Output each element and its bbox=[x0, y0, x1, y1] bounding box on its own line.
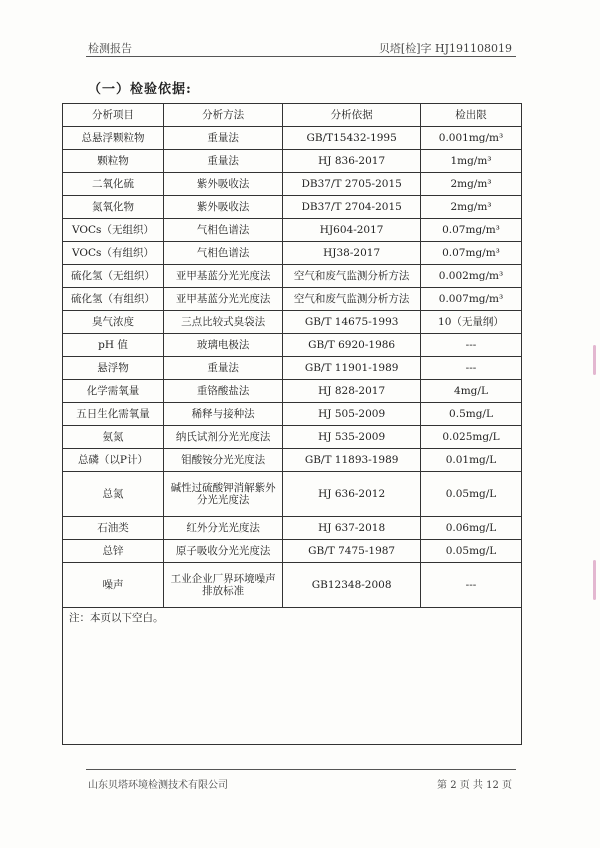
cell-limit: 0.01mg/L bbox=[420, 449, 521, 472]
cell-method: 重量法 bbox=[163, 127, 282, 150]
cell-limit: 2mg/m³ bbox=[420, 196, 521, 219]
cell-item: 五日生化需氧量 bbox=[63, 403, 164, 426]
cell-basis: 空气和废气监测分析方法 bbox=[283, 265, 421, 288]
cell-basis: GB/T 14675-1993 bbox=[283, 311, 421, 334]
cell-basis: HJ 836-2017 bbox=[283, 150, 421, 173]
cell-basis: GB/T 11901-1989 bbox=[283, 357, 421, 380]
table-row bbox=[63, 196, 522, 219]
cell-item: 硫化氢（有组织） bbox=[63, 288, 164, 311]
table-row bbox=[63, 403, 522, 426]
cell-limit: 0.025mg/L bbox=[420, 426, 521, 449]
note-row bbox=[63, 608, 522, 745]
cell-basis: 空气和废气监测分析方法 bbox=[283, 288, 421, 311]
col-header-basis: 分析依据 bbox=[283, 104, 421, 127]
cell-basis: GB/T 11893-1989 bbox=[283, 449, 421, 472]
cell-basis: HJ 636-2012 bbox=[283, 472, 421, 517]
table-row bbox=[63, 173, 522, 196]
cell-limit: 0.05mg/L bbox=[420, 540, 521, 563]
table-note: 注：本页以下空白。 bbox=[63, 608, 522, 745]
footer-company: 山东贝塔环境检测技术有限公司 bbox=[88, 780, 228, 791]
cell-method: 亚甲基蓝分光光度法 bbox=[163, 288, 282, 311]
cell-limit: --- bbox=[420, 357, 521, 380]
cell-item: 颗粒物 bbox=[63, 150, 164, 173]
cell-basis: HJ 505-2009 bbox=[283, 403, 421, 426]
cell-item: 总锌 bbox=[63, 540, 164, 563]
header-report-label: 检测报告 bbox=[88, 42, 132, 55]
cell-method: 红外分光光度法 bbox=[163, 517, 282, 540]
cell-method: 紫外吸收法 bbox=[163, 173, 282, 196]
cell-method: 工业企业厂界环境噪声排放标准 bbox=[163, 563, 282, 608]
cell-method: 气相色谱法 bbox=[163, 242, 282, 265]
table-row bbox=[63, 288, 522, 311]
cell-method: 稀释与接种法 bbox=[163, 403, 282, 426]
cell-limit: 0.007mg/m³ bbox=[420, 288, 521, 311]
cell-item: 石油类 bbox=[63, 517, 164, 540]
cell-method: 原子吸收分光光度法 bbox=[163, 540, 282, 563]
table-row bbox=[63, 472, 522, 517]
col-header-item: 分析项目 bbox=[63, 104, 164, 127]
cell-basis: HJ 535-2009 bbox=[283, 426, 421, 449]
inspection-basis-table bbox=[62, 103, 522, 745]
cell-basis: HJ38-2017 bbox=[283, 242, 421, 265]
table-header-row bbox=[63, 104, 522, 127]
cell-method: 亚甲基蓝分光光度法 bbox=[163, 265, 282, 288]
cell-method: 碱性过硫酸钾消解紫外分光光度法 bbox=[163, 472, 282, 517]
header-report-number: 贝塔[检]字 HJ191108019 bbox=[378, 42, 512, 55]
cell-item: 二氧化硫 bbox=[63, 173, 164, 196]
table-row bbox=[63, 265, 522, 288]
cell-item: VOCs（无组织） bbox=[63, 219, 164, 242]
header-divider bbox=[86, 56, 516, 57]
cell-method: 钼酸铵分光光度法 bbox=[163, 449, 282, 472]
cell-basis: HJ 828-2017 bbox=[283, 380, 421, 403]
cell-item: 悬浮物 bbox=[63, 357, 164, 380]
cell-limit: 4mg/L bbox=[420, 380, 521, 403]
cell-basis: GB/T 7475-1987 bbox=[283, 540, 421, 563]
cell-item: 噪声 bbox=[63, 563, 164, 608]
cell-item: pH 值 bbox=[63, 334, 164, 357]
cell-basis: HJ604-2017 bbox=[283, 219, 421, 242]
footer-page-number: 第 2 页 共 12 页 bbox=[437, 780, 512, 791]
cell-method: 纳氏试剂分光光度法 bbox=[163, 426, 282, 449]
edge-stamp-mark bbox=[593, 345, 596, 375]
table-row bbox=[63, 150, 522, 173]
cell-limit: 1mg/m³ bbox=[420, 150, 521, 173]
cell-method: 重量法 bbox=[163, 150, 282, 173]
cell-limit: 0.001mg/m³ bbox=[420, 127, 521, 150]
cell-basis: DB37/T 2704-2015 bbox=[283, 196, 421, 219]
cell-method: 紫外吸收法 bbox=[163, 196, 282, 219]
cell-item: VOCs（有组织） bbox=[63, 242, 164, 265]
table-row bbox=[63, 449, 522, 472]
table-row bbox=[63, 219, 522, 242]
cell-basis: GB/T 6920-1986 bbox=[283, 334, 421, 357]
table-row bbox=[63, 127, 522, 150]
table-row bbox=[63, 242, 522, 265]
section-title: （一）检验依据: bbox=[88, 82, 192, 97]
cell-method: 气相色谱法 bbox=[163, 219, 282, 242]
cell-limit: 0.07mg/m³ bbox=[420, 242, 521, 265]
col-header-limit: 检出限 bbox=[420, 104, 521, 127]
cell-item: 总氮 bbox=[63, 472, 164, 517]
table-row bbox=[63, 380, 522, 403]
cell-basis: GB/T15432-1995 bbox=[283, 127, 421, 150]
cell-limit: 0.06mg/L bbox=[420, 517, 521, 540]
table-row bbox=[63, 311, 522, 334]
cell-item: 氮氧化物 bbox=[63, 196, 164, 219]
cell-method: 重铬酸盐法 bbox=[163, 380, 282, 403]
cell-item: 总磷（以P计） bbox=[63, 449, 164, 472]
cell-method: 玻璃电极法 bbox=[163, 334, 282, 357]
edge-stamp-mark bbox=[593, 560, 596, 600]
cell-limit: 10（无量纲） bbox=[420, 311, 521, 334]
cell-limit: 0.002mg/m³ bbox=[420, 265, 521, 288]
cell-item: 臭气浓度 bbox=[63, 311, 164, 334]
cell-method: 三点比较式臭袋法 bbox=[163, 311, 282, 334]
table-row bbox=[63, 426, 522, 449]
cell-limit: 0.5mg/L bbox=[420, 403, 521, 426]
cell-item: 总悬浮颗粒物 bbox=[63, 127, 164, 150]
col-header-method: 分析方法 bbox=[163, 104, 282, 127]
cell-basis: DB37/T 2705-2015 bbox=[283, 173, 421, 196]
table-row bbox=[63, 357, 522, 380]
cell-basis: HJ 637-2018 bbox=[283, 517, 421, 540]
cell-basis: GB12348-2008 bbox=[283, 563, 421, 608]
table-row bbox=[63, 517, 522, 540]
footer-divider bbox=[86, 769, 516, 770]
table-row bbox=[63, 563, 522, 608]
cell-limit: 2mg/m³ bbox=[420, 173, 521, 196]
cell-item: 化学需氧量 bbox=[63, 380, 164, 403]
cell-limit: 0.05mg/L bbox=[420, 472, 521, 517]
cell-limit: --- bbox=[420, 563, 521, 608]
cell-item: 硫化氢（无组织） bbox=[63, 265, 164, 288]
table-row bbox=[63, 334, 522, 357]
cell-method: 重量法 bbox=[163, 357, 282, 380]
table-row bbox=[63, 540, 522, 563]
cell-limit: --- bbox=[420, 334, 521, 357]
cell-item: 氨氮 bbox=[63, 426, 164, 449]
cell-limit: 0.07mg/m³ bbox=[420, 219, 521, 242]
